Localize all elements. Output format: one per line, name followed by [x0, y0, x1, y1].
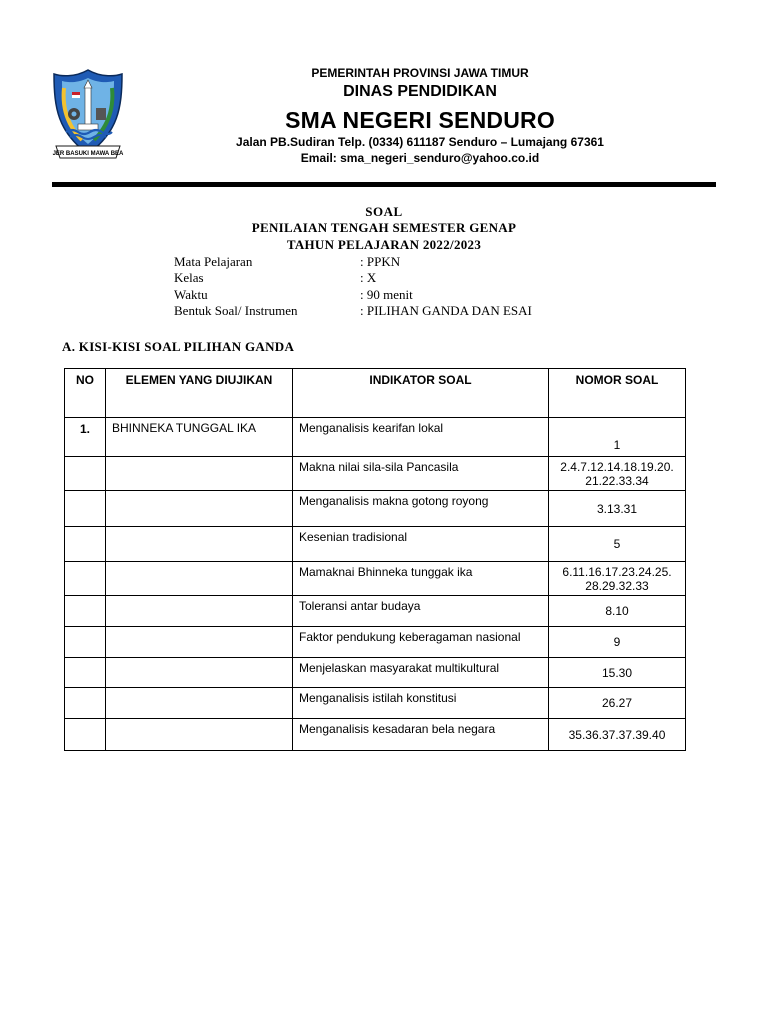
cell-elemen [106, 491, 293, 527]
cell-no [65, 658, 106, 688]
cell-nomor-line: 8.10 [605, 604, 629, 618]
letterhead-divider [52, 182, 716, 187]
cell-no [65, 596, 106, 627]
cell-elemen [106, 457, 293, 491]
cell-elemen [106, 688, 293, 719]
header-indikator: INDIKATOR SOAL [293, 369, 549, 418]
info-value-format: : PILIHAN GANDA DAN ESAI [360, 303, 532, 318]
header-nomor: NOMOR SOAL [549, 369, 686, 418]
cell-elemen [106, 527, 293, 562]
cell-indikator: Menganalisis kearifan lokal [293, 418, 549, 457]
cell-nomor-line: 2.4.7.12.14.18.19.20. [560, 459, 674, 474]
kisi-kisi-table [64, 368, 686, 751]
table-row [65, 418, 686, 457]
table-row [65, 562, 686, 596]
cell-elemen [106, 627, 293, 658]
info-value-time: : 90 menit [360, 287, 413, 302]
cell-indikator: Menganalisis makna gotong royong [293, 491, 549, 527]
cell-no [65, 688, 106, 719]
provincial-emblem-logo [52, 68, 124, 164]
info-label-time: Waktu [174, 287, 208, 302]
table-header-row [65, 369, 686, 418]
cell-nomor-line: 5 [613, 537, 621, 551]
cell-elemen [106, 596, 293, 627]
table-row [65, 527, 686, 562]
info-value-class: : X [360, 270, 377, 285]
cell-no: 1. [65, 418, 106, 457]
letterhead-government: PEMERINTAH PROVINSI JAWA TIMUR [311, 66, 529, 80]
cell-nomor [549, 627, 686, 658]
section-heading: A. KISI-KISI SOAL PILIHAN GANDA [62, 339, 295, 354]
doc-title: SOAL [365, 204, 403, 219]
info-label-subject: Mata Pelajaran [174, 254, 253, 269]
info-value-subject: : PPKN [360, 254, 401, 269]
cell-nomor [549, 688, 686, 719]
cell-elemen [106, 658, 293, 688]
cell-no [65, 527, 106, 562]
letterhead-address: Jalan PB.Sudiran Telp. (0334) 611187 Senduro – Lumajang 67361 [236, 135, 604, 149]
cell-indikator: Faktor pendukung keberagaman nasional [293, 627, 549, 658]
table-row [65, 688, 686, 719]
cell-nomor [549, 562, 686, 596]
cell-nomor-line: 9 [613, 635, 621, 649]
cell-nomor-line: 26.27 [601, 696, 633, 710]
cell-nomor-line: 21.22.33.34 [585, 473, 649, 488]
cell-no [65, 457, 106, 491]
cell-no [65, 491, 106, 527]
info-label-class: Kelas [174, 270, 204, 285]
cell-nomor [549, 491, 686, 527]
cell-elemen [106, 562, 293, 596]
header-no: NO [65, 369, 106, 418]
logo-motto: JER BASUKI MAWA BEA [52, 151, 124, 157]
cell-nomor [549, 658, 686, 688]
letterhead-email: Email: sma_negeri_senduro@yahoo.co.id [300, 151, 540, 165]
cell-nomor-line: 6.11.16.17.23.24.25. [562, 564, 672, 579]
cell-nomor [549, 719, 686, 751]
cell-nomor-line: 1 [613, 438, 621, 452]
cell-no [65, 719, 106, 751]
doc-academic-year: TAHUN PELAJARAN 2022/2023 [286, 237, 482, 252]
cell-indikator: Makna nilai sila-sila Pancasila [293, 457, 549, 491]
table-row [65, 596, 686, 627]
doc-subtitle: PENILAIAN TENGAH SEMESTER GENAP [251, 220, 517, 235]
table-row [65, 457, 686, 491]
cell-nomor [549, 418, 686, 457]
table-row [65, 491, 686, 527]
info-label-format: Bentuk Soal/ Instrumen [174, 303, 298, 318]
cell-indikator: Menganalisis kesadaran bela negara [293, 719, 549, 751]
cell-nomor [549, 596, 686, 627]
cell-nomor-line: 3.13.31 [596, 501, 638, 516]
letterhead-school-name: SMA NEGERI SENDURO [285, 107, 555, 133]
cell-nomor-line: 15.30 [601, 665, 633, 680]
cell-nomor [549, 457, 686, 491]
table-row [65, 658, 686, 688]
cell-elemen: BHINNEKA TUNGGAL IKA [106, 418, 293, 457]
cell-no [65, 562, 106, 596]
cell-indikator: Menjelaskan masyarakat multikultural [293, 658, 549, 688]
cell-elemen [106, 719, 293, 751]
cell-nomor-line: 28.29.32.33 [585, 578, 649, 593]
table-row [65, 719, 686, 751]
cell-indikator: Kesenian tradisional [293, 527, 549, 562]
cell-indikator: Menganalisis istilah konstitusi [293, 688, 549, 719]
letterhead-department: DINAS PENDIDIKAN [343, 83, 497, 100]
header-elemen: ELEMEN YANG DIUJIKAN [106, 369, 293, 418]
cell-nomor [549, 527, 686, 562]
cell-indikator: Mamaknai Bhinneka tunggak ika [293, 562, 549, 596]
table-row [65, 627, 686, 658]
cell-nomor-line: 35.36.37.37.39.40 [568, 727, 666, 742]
cell-indikator: Toleransi antar budaya [293, 596, 549, 627]
cell-no [65, 627, 106, 658]
